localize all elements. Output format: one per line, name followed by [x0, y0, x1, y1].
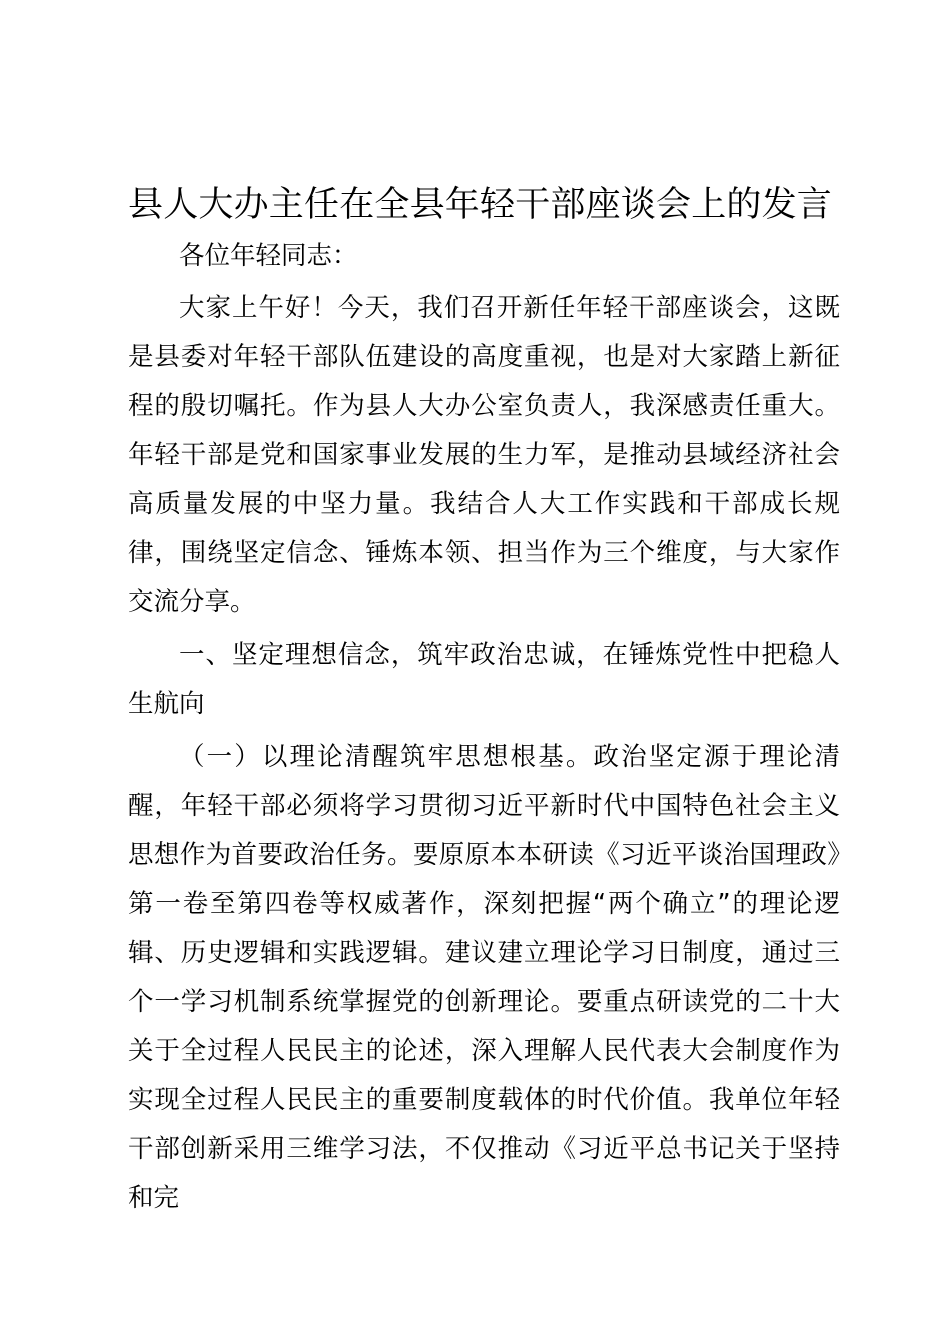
salutation: 各位年轻同志：: [179, 241, 358, 271]
document-body: [128, 232, 840, 1223]
document-title: 县人大办主任在全县年轻干部座谈会上的发言: [128, 185, 833, 225]
paragraph-subsection-1: （一）以理论清醒筑牢思想根基。政治坚定源于理论清醒，年轻干部必须将学习贯彻习近平新时代中国特色社会主义思想作为首要政治任务。要原原本本研读《习近平谈治国理政》第一卷至第四卷等权威著作，深刻把握“两个确立”的理论逻辑、历史逻辑和实践逻辑。建议建立理论学习日制度，通过三个一学习机制系统掌握党的创新理论。要重点研读党的二十大关于全过程人民民主的论述，深入理解人民代表大会制度作为实现全过程人民民主的重要制度载体的时代价值。我单位年轻干部创新采用三维学习法，不仅推动《习近平总书记关于坚持和完: [128, 742, 840, 1213]
paragraph-opening: 大家上午好！今天，我们召开新任年轻干部座谈会，这既是县委对年轻干部队伍建设的高度重视，也是对大家踏上新征程的殷切嘱托。作为县人大办公室负责人，我深感责任重大。年轻干部是党和国家事业发展的生力军，是推动县域经济社会高质量发展的中坚力量。我结合人大工作实践和干部成长规律，围绕坚定信念、锤炼本领、担当作为三个维度，与大家作交流分享。: [128, 293, 840, 617]
section-heading-1: 一、坚定理想信念，筑牢政治忠诚，在锤炼党性中把稳人生航向: [128, 640, 840, 719]
